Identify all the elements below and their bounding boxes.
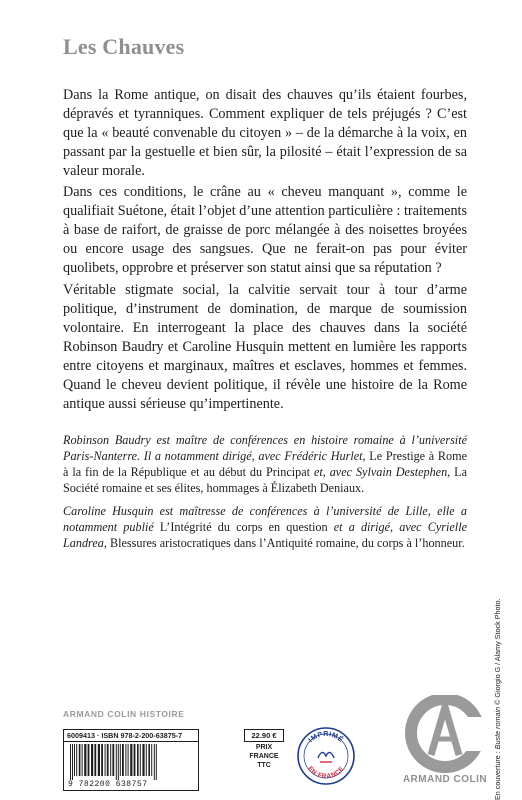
author-bio-husquin <box>63 503 467 551</box>
svg-text:IMPRIMÉ <box>308 731 346 744</box>
barcode-bar <box>110 744 111 776</box>
bio-baudry-connector: et, avec Sylvain Destephen, <box>313 465 451 479</box>
barcode-bar <box>151 744 152 776</box>
credit-source: © Giorgio G / Alamy Stock Photo. <box>493 598 502 707</box>
bio-baudry-work-1: Le Prestige à Rome à la fin de la République et au début du Principat <box>63 449 467 479</box>
barcode-bar <box>101 744 103 776</box>
bio-husquin-intro: Caroline Husquin est maîtresse de conférences à l’université de Lille, elle a notamment publié <box>63 504 467 534</box>
barcode-bar <box>134 744 136 776</box>
price-label-1: PRIX <box>255 744 273 751</box>
cover-photo-credit <box>493 460 502 800</box>
series-name: ARMAND COLIN HISTOIRE <box>63 709 185 719</box>
barcode-bar <box>70 744 71 780</box>
barcode-bar <box>146 744 147 776</box>
barcode-bar <box>128 744 129 776</box>
price-box <box>244 729 284 770</box>
barcode-bar <box>156 744 157 780</box>
barcode-bar <box>107 744 109 776</box>
author-bio-baudry <box>63 432 467 496</box>
barcode-bar <box>125 744 126 776</box>
barcode-bar <box>116 744 117 780</box>
bio-baudry-intro: Robinson Baudry est maître de conférences en histoire romaine à l’université Paris-Nanterre. Il a notamment dirigé, avec Frédéric Hurlet, <box>63 433 467 463</box>
svg-text:EN FRANCE <box>306 765 346 780</box>
barcode-bar <box>118 744 119 780</box>
credit-subject: Buste romain <box>493 706 502 750</box>
seal-top-text: IMPRIMÉ <box>307 731 345 745</box>
barcode-bar <box>112 744 114 776</box>
barcode-bar <box>120 744 121 776</box>
credit-prefix: En couverture : <box>493 749 502 800</box>
barcode-bar <box>130 744 132 776</box>
barcode-bars <box>64 742 198 780</box>
barcode-bar <box>94 744 96 776</box>
barcode-bar <box>98 744 100 776</box>
barcode-bar <box>79 744 81 776</box>
barcode-bar <box>72 744 73 780</box>
barcode-bar <box>88 744 90 776</box>
bio-husquin-connector: et a dirigé, avec Cyrielle Landrea, <box>63 520 467 550</box>
barcode-bar <box>105 744 106 776</box>
barcode-bar <box>122 744 124 776</box>
imprime-en-france-seal-icon <box>296 726 356 786</box>
barcode-block <box>63 729 279 791</box>
barcode-bar <box>137 744 139 776</box>
bio-husquin-work-2: Blessures aristocratiques dans l’Antiquité romaine, du corps à l’honneur. <box>106 536 465 550</box>
barcode <box>63 741 199 791</box>
bio-husquin-work-1: L’Intégrité du corps en question <box>153 520 334 534</box>
isbn-line: 6009413 · ISBN 978-2-200-63875-7 <box>63 729 199 741</box>
price-label-3: TTC <box>257 762 271 769</box>
barcode-bar <box>142 744 144 776</box>
price-amount: 22.90 € <box>244 729 284 742</box>
publisher-name: ARMAND COLIN <box>402 774 488 785</box>
barcode-bar <box>76 744 77 776</box>
bio-baudry-work-2: La Société romaine et ses élites, hommages à Élizabeth Deniaux. <box>63 465 468 495</box>
blurb-paragraph-3: Véritable stigmate social, la calvitie servait tour à tour d’arme politique, d’instrument de domination, de marque de soumission volontaire. En interrogeant la place des chauves dans la société Robinson Baudry et Caroline Husquin mettent en lumière les rapports entre citoyens et marginaux, maîtres et esclaves, hommes et femmes. Quand le cheveu devient politique, il révèle une histoire de la Rome antique aussi sérieuse qu’impertinente. <box>63 282 467 412</box>
barcode-bar <box>82 744 83 776</box>
barcode-bar <box>74 744 75 776</box>
price-label-2: FRANCE <box>249 753 279 760</box>
blurb-paragraph-2: Dans ces conditions, le crâne au « cheveu manquant », comme le qualifiait Suétone, était l’objet d’une attention particulière : traitements à base de raifort, de graisse de porc mélangée à des noisettes broyées ou encore usage des sangsues. Que ne ferait-on pas pour éviter quolibets, opprobre et préserver son statut ainsi que sa réputation ? <box>63 184 467 276</box>
book-title: Les Chauves <box>63 34 185 59</box>
barcode-bar <box>154 744 155 780</box>
barcode-bar <box>140 744 141 776</box>
barcode-bar <box>91 744 93 776</box>
seal-bottom-text: EN FRANCE <box>306 765 346 781</box>
barcode-bar <box>84 744 86 776</box>
blurb-paragraph-1: Dans la Rome antique, on disait des chauves qu’ils étaient fourbes, dépravés et tyranniques. Comment expliquer de tels préjugés ? C’est que la « beauté convenable du citoyen » – de la démarche à la voix, en passant par la gestuelle et bien sûr, la pilosité – était l’expression de sa valeur morale. <box>63 87 467 179</box>
barcode-bar <box>148 744 150 776</box>
barcode-digits: 9 782200 638757 <box>68 780 148 789</box>
